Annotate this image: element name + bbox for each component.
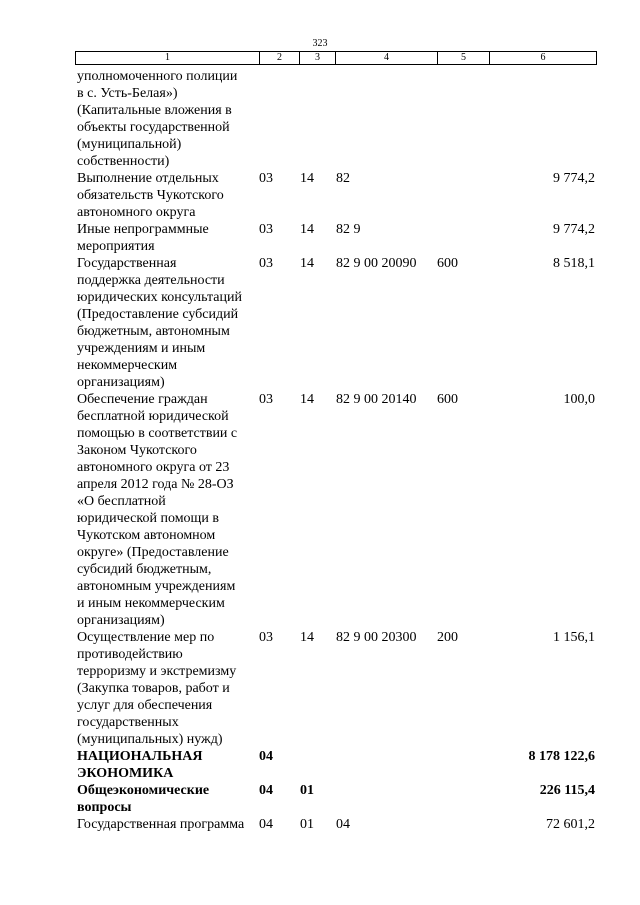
- row-c3: 14: [300, 392, 314, 407]
- header-col-2: 2: [260, 52, 300, 65]
- row-name-line: некоммерческим: [77, 358, 178, 373]
- row-name-line: в с. Усть-Белая»): [77, 86, 178, 101]
- row-name: [0, 748, 262, 782]
- row-c2: 03: [259, 630, 273, 645]
- header-col-5: 5: [438, 52, 490, 65]
- row-name: [0, 221, 262, 255]
- row-c2: 03: [259, 222, 273, 237]
- row-c6: 8 518,1: [553, 256, 595, 271]
- row-name: [0, 170, 262, 221]
- row-name-line: Иные непрограммные: [77, 222, 209, 237]
- column-header-table: [75, 51, 597, 65]
- row-name-line: уполномоченного полиции: [77, 69, 238, 84]
- row-name-line: бесплатной юридической: [77, 409, 229, 424]
- row-name-line: НАЦИОНАЛЬНАЯ: [77, 749, 203, 764]
- row-name-line: бюджетным, автономным: [77, 324, 230, 339]
- header-col-6: 6: [490, 52, 597, 65]
- row-name: [0, 68, 262, 170]
- row-c6: 1 156,1: [553, 630, 595, 645]
- row-c3: 14: [300, 256, 314, 271]
- row-name-line: автономного округа: [77, 205, 196, 220]
- row-name-line: (Предоставление субсидий: [77, 307, 239, 322]
- row-c4: 82 9 00 20090: [336, 256, 417, 271]
- row-name-line: автономного округа от 23: [77, 460, 230, 475]
- row-name-line: автономным учреждениям: [77, 579, 236, 594]
- page-number: 323: [312, 38, 328, 49]
- row-c6: 100,0: [563, 392, 595, 407]
- row-c3: 14: [300, 171, 314, 186]
- row-name-line: субсидий бюджетным,: [77, 562, 212, 577]
- row-c3: 01: [300, 817, 314, 832]
- row-name: [0, 255, 262, 391]
- row-name-line: услуг для обеспечения: [77, 698, 213, 713]
- row-name-line: собственности): [77, 154, 170, 169]
- row-name-line: Осуществление мер по: [77, 630, 215, 645]
- row-name-line: (муниципальной): [77, 137, 182, 152]
- row-name-line: учреждениям и иным: [77, 341, 206, 356]
- table-row: [0, 68, 640, 170]
- row-name-line: терроризму и экстремизму: [77, 664, 237, 679]
- row-c3: 14: [300, 222, 314, 237]
- row-name-line: юридических консультаций: [77, 290, 242, 305]
- row-name-line: (Закупка товаров, работ и: [77, 681, 230, 696]
- row-name-line: Государственная программа: [77, 817, 245, 832]
- row-name-line: Обеспечение граждан: [77, 392, 208, 407]
- row-c3: 01: [300, 783, 314, 798]
- row-c5: 600: [437, 392, 458, 407]
- header-col-4: 4: [336, 52, 438, 65]
- row-c5: 600: [437, 256, 458, 271]
- row-name-line: государственных: [77, 715, 179, 730]
- row-name-line: помощью в соответствии с: [77, 426, 238, 441]
- row-name-line: (Капитальные вложения в: [77, 103, 232, 118]
- table-row: [0, 170, 640, 221]
- row-c4: 82 9 00 20140: [336, 392, 417, 407]
- row-name: [0, 816, 262, 833]
- row-c2: 04: [259, 783, 273, 798]
- row-c2: 03: [259, 171, 273, 186]
- row-name-line: противодействию: [77, 647, 183, 662]
- table-row: [0, 629, 640, 748]
- row-name: [0, 629, 262, 748]
- table-row: [0, 816, 640, 833]
- row-name-line: (муниципальных) нужд): [77, 732, 223, 747]
- header-col-3: 3: [300, 52, 336, 65]
- row-c5: 200: [437, 630, 458, 645]
- row-name-line: Законом Чукотского: [77, 443, 197, 458]
- row-name-line: вопросы: [77, 800, 132, 815]
- table-row: [0, 221, 640, 255]
- row-name-line: округе» (Предоставление: [77, 545, 229, 560]
- row-name-line: мероприятия: [77, 239, 155, 254]
- row-name-line: апреля 2012 года № 28-ОЗ: [77, 477, 234, 492]
- row-name-line: и иным некоммерческим: [77, 596, 225, 611]
- row-c6: 72 601,2: [546, 817, 595, 832]
- row-c6: 9 774,2: [553, 222, 595, 237]
- row-c2: 04: [259, 749, 273, 764]
- row-name-line: Чукотском автономном: [77, 528, 216, 543]
- row-name-line: ЭКОНОМИКА: [77, 766, 174, 781]
- row-c4: 82 9 00 20300: [336, 630, 417, 645]
- row-c2: 04: [259, 817, 273, 832]
- row-c6: 226 115,4: [539, 783, 595, 798]
- table-row: [0, 255, 640, 391]
- row-c2: 03: [259, 392, 273, 407]
- row-c4: 82 9: [336, 222, 361, 237]
- row-name-line: поддержка деятельности: [77, 273, 225, 288]
- row-c4: 82: [336, 171, 350, 186]
- table-row: [0, 391, 640, 629]
- row-name-line: обязательств Чукотского: [77, 188, 224, 203]
- row-name-line: юридической помощи в: [77, 511, 219, 526]
- table-row: [0, 782, 640, 816]
- row-c3: 14: [300, 630, 314, 645]
- row-name-line: объекты государственной: [77, 120, 230, 135]
- row-name-line: Общеэкономические: [77, 783, 210, 798]
- row-name: [0, 782, 262, 816]
- table-row: [0, 748, 640, 782]
- row-c4: 04: [336, 817, 350, 832]
- budget-table-body: [0, 68, 640, 833]
- row-name-line: Государственная: [77, 256, 177, 271]
- header-col-1: 1: [76, 52, 260, 65]
- row-c6: 8 178 122,6: [528, 749, 595, 764]
- row-name-line: организациям): [77, 375, 165, 390]
- row-name-line: «О бесплатной: [77, 494, 166, 509]
- row-c2: 03: [259, 256, 273, 271]
- row-c6: 9 774,2: [553, 171, 595, 186]
- row-name-line: организациям): [77, 613, 165, 628]
- row-name: [0, 391, 262, 629]
- row-name-line: Выполнение отдельных: [77, 171, 219, 186]
